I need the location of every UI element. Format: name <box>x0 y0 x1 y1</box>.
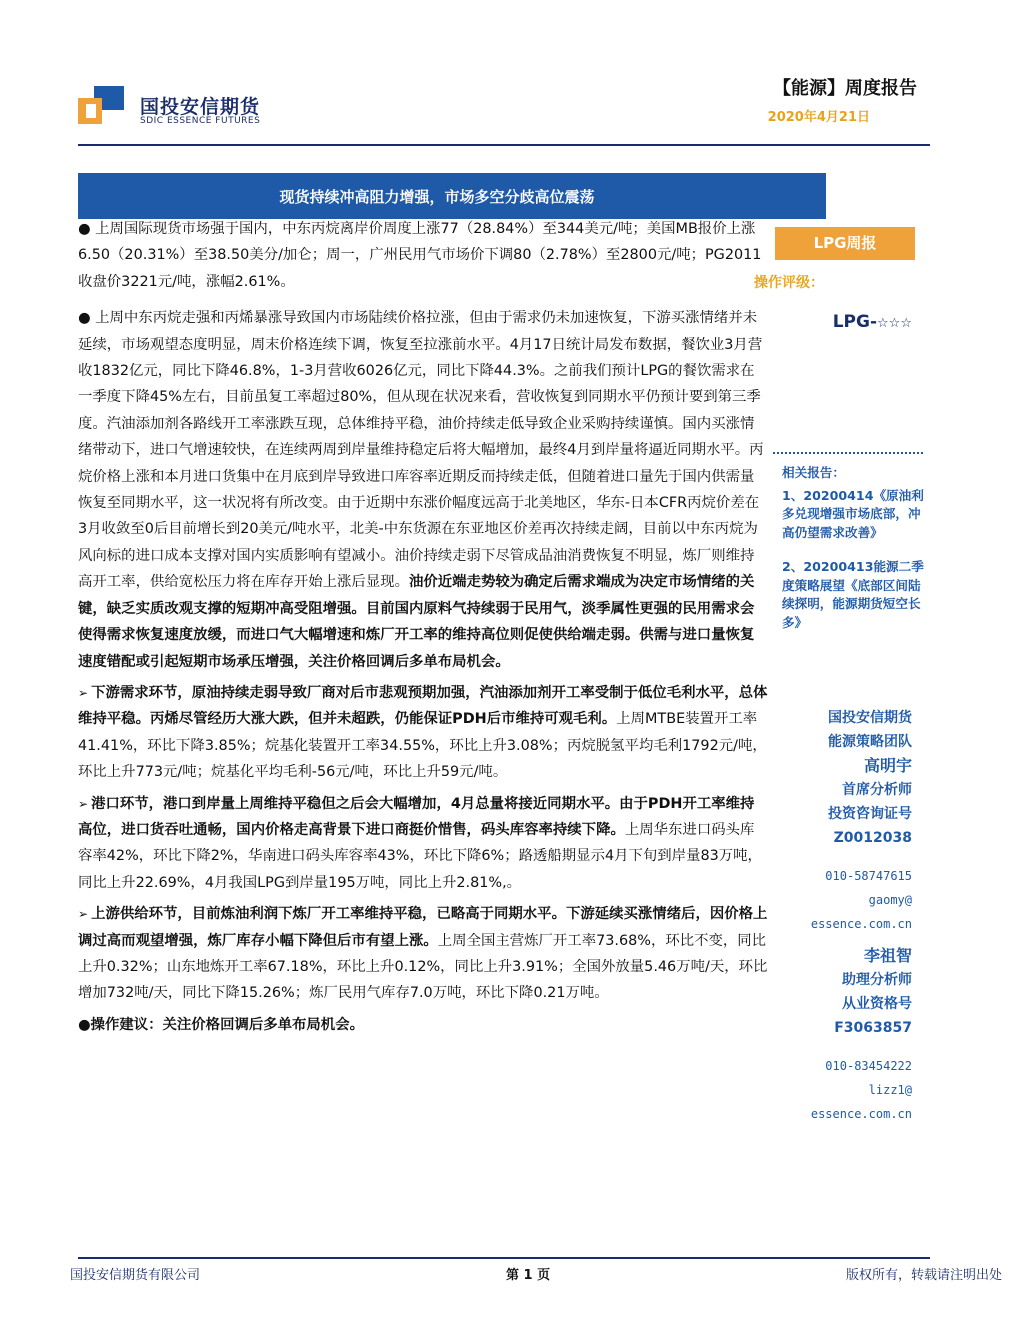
analysis-text: ● 上周中东丙烷走强和丙烯暴涨导致国内市场陆续价格拉涨，但由于需求仍未加速恢复，下游买涨情绪并未延续，市场观望态度明显，周末价格连续下调，恢复至拉涨前水平。4月17日统计局发布数据，餐饮业3月营收1832亿元，同比下降46.8%，1-3月营收6026亿元，同比下降44.3%。之前我们预计LPG的餐饮需求在一季度下降45%左右，目前虽复工率超过80%，但从现在状况来看，营收恢复到同期水平仍预计要到第三季度。汽油添加剂各路线开工率涨跌互现，总体维持平稳，油价持续走低导致企业采购持续谨慎。国内买涨情绪带动下，进口气增速较快，在连续两周到岸量维持稳定后将大幅增加，最终4月到岸量将逼近同期水平。丙烷价格上涨和本月进口货集中在月底到岸导致进口库容率近期反而持续走低，但随着进口量先于国内供需量恢复至同期水平，这一状况将有所改变。由于近期中东涨价幅度远高于北美地区，华东-日本CFR丙烷价差在3月收敛至0后目前增长到20美元/吨水平，北美-中东货源在东亚地区价差再次持续走阔，目前以中东丙烷为风向标的进口成本支撑对国内实质影响有望减小。油价持续走弱下尽管成品油消费恢复不明显，炼厂则维持高开工率，供给宽松压力将在库存开始上涨后显现。 <box>78 310 764 591</box>
rating-product: LPG- <box>832 312 878 332</box>
report-date: 2020年4月21日 <box>767 110 870 125</box>
header-divider <box>78 144 930 146</box>
arrow-bullet-icon: ➢ <box>78 907 89 922</box>
arrow-bullet-icon: ➢ <box>78 685 89 700</box>
bullet-downstream-bold: 下游需求环节，原油持续走弱导致厂商对后市悲观预期加强，汽油添加剂开工率受制于低位毛利水平，总体维持平稳。丙烯尽管经历大涨大跌，但并未超跌，仍能保证PDH后市维持可观毛利。 <box>78 684 768 728</box>
rating-value <box>833 312 912 332</box>
analyst-title: 首席分析师 <box>842 782 912 798</box>
analyst-email[interactable]: gaomy@ <box>868 893 912 907</box>
bullet-upstream <box>78 901 768 1007</box>
summary-paragraph: ● 上周国际现货市场强于国内，中东丙烷离岸价周度上涨77（28.84%）至344美元/吨；美国MB报价上涨6.50（20.31%）至38.50美分/加仑；周一，广州民用气市场价下调80（2.78%）至2800元/吨；PG2011收盘价3221元/吨，涨幅2.61%。 <box>78 221 762 290</box>
bullet-port <box>78 791 768 897</box>
report-type-tag: LPG周报 <box>775 227 915 260</box>
report-title: 【能源】周度报告 <box>773 78 917 99</box>
analyst-name: 李祖智 <box>863 946 912 965</box>
analysis-conclusion: 油价近端走势较为确定后需求端成为决定市场情绪的关键，缺乏实质改观支撑的短期冲高受阻增强。目前国内原料气持续弱于民用气，淡季属性更强的民用需求会使得需求恢复速度放缓，而进口气大幅增速和炼厂开工率的维持高位则促使供给端走弱。供需与进口量恢复速度错配或引起短期市场承压增强，关注价格回调后多单布局机会。 <box>78 574 755 670</box>
company-name-cn: 国投安信期货 <box>140 96 261 118</box>
analyst-cert-label: 投资咨询证号 <box>828 806 912 822</box>
related-reports <box>782 464 924 632</box>
rating-stars-icon: ☆☆☆ <box>877 316 912 331</box>
headline-text: 现货持续冲高阻力增强，市场多空分歧高位震荡 <box>279 188 595 206</box>
sidebar-divider <box>773 452 923 454</box>
operation-advice: ●操作建议：关注价格回调后多单布局机会。 <box>78 1016 364 1033</box>
team-company: 国投安信期货 <box>828 710 912 726</box>
analyst-cert: F3063857 <box>834 1020 912 1036</box>
page-number: 第 1 页 <box>506 1268 551 1283</box>
bullet-downstream-text: 上周MTBE装置开工率41.41%，环比下降3.85%；烷基化装置开工率34.55%，环比上升3.08%；丙烷脱氢平均毛利1792元/吨，环比上升773元/吨；烷基化平均毛利-56元/吨，环比上升59元/吨。 <box>78 711 767 781</box>
analysis-paragraph <box>78 305 768 675</box>
analyst-phone: 010-83454222 <box>825 1059 912 1073</box>
report-body <box>78 216 768 1038</box>
bullet-port-text: 上周华东进口码头库容率42%，环比下降2%，华南进口码头库容率43%，环比下降6%；路透船期显示4月下旬到岸量83万吨，同比上升22.69%，4月我国LPG到岸量195万吨，同比上升2.81%,。 <box>78 821 762 891</box>
analyst-title: 助理分析师 <box>842 972 912 988</box>
company-logo-icon <box>78 86 130 126</box>
analyst-cert: Z0012038 <box>833 830 912 846</box>
analyst-email-domain[interactable]: essence.com.cn <box>810 917 912 931</box>
rating-label: 操作评级： <box>754 275 824 291</box>
related-reports-title: 相关报告： <box>782 465 845 480</box>
team-name: 能源策略团队 <box>828 734 912 750</box>
analyst-name: 高明宇 <box>863 756 912 775</box>
analyst-email[interactable]: lizz1@ <box>868 1083 912 1097</box>
related-report-link[interactable]: 1、20200414《原油利多兑现增强市场底部，冲高仍望需求改善》 <box>782 487 924 540</box>
analyst-cert-label: 从业资格号 <box>842 996 912 1012</box>
footer-divider <box>78 1257 930 1259</box>
bullet-downstream <box>78 680 768 786</box>
related-report-link[interactable]: 2、20200413能源二季度策略展望《底部区间陆续探明，能源期货短空长多》 <box>782 559 924 630</box>
footer-copyright: 版权所有，转载请注明出处 <box>845 1268 1002 1283</box>
analyst-phone: 010-58747615 <box>825 869 912 883</box>
bullet-port-bold: 港口环节，港口到岸量上周维持平稳但之后会大幅增加，4月总量将接近同期水平。由于PDH开工率维持高位，进口货吞吐通畅，国内价格走高背景下进口商挺价惜售，码头库容率持续下降。 <box>78 795 755 838</box>
analyst-team <box>770 706 912 1126</box>
bullet-upstream-bold: 上游供给环节，目前炼油利润下炼厂开工率维持平稳，已略高于同期水平。下游延续买涨情绪后，因价格上调过高而观望增强，炼厂库存小幅下降但后市有望上涨。 <box>78 906 768 949</box>
headline-banner <box>78 173 826 219</box>
analyst-email-domain[interactable]: essence.com.cn <box>810 1107 912 1121</box>
company-name-en: SDIC ESSENCE FUTURES <box>140 116 261 126</box>
bullet-upstream-text: 上周全国主营炼厂开工率73.68%，环比不变，同比上升0.32%；山东地炼开工率67.18%，环比上升0.12%，同比上升3.91%；全国外放量5.46万吨/天，环比增加732吨/天，同比下降15.26%；炼厂民用气库存7.0万吨，环比下降0.21万吨。 <box>78 932 768 1002</box>
footer-company: 国投安信期货有限公司 <box>70 1268 201 1283</box>
arrow-bullet-icon: ➢ <box>78 796 89 811</box>
